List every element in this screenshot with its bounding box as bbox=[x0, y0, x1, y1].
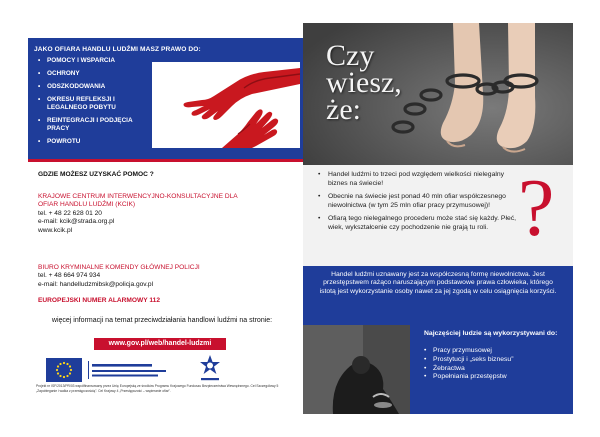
headline-line: że: bbox=[326, 93, 361, 126]
red-divider bbox=[28, 159, 303, 162]
beggar-illustration bbox=[303, 325, 410, 414]
headline-line: Czy bbox=[326, 39, 375, 72]
exploitation-item: • Popełniania przestępstw bbox=[424, 373, 513, 382]
exploitation-item: • Prostytucji i „seks biznesu” bbox=[424, 356, 513, 365]
kcik-email[interactable]: e-mail: kcik@strada.org.pl bbox=[38, 218, 115, 226]
police-contact-block bbox=[38, 264, 278, 289]
rights-item: • OCHRONY bbox=[38, 70, 152, 78]
beggar-photo bbox=[303, 325, 410, 414]
funding-footnote: Projekt nr ISF/2013/PR/03 współfinansowany przez Unię Europejską ze środków Programu Krajowego Funduszu Bezpieczeństwa Wewnętrznego. Cel Szczegółowy 5 „Zapobieganie i walka z przestępczością”. Cel Krajowy 4 „Przestępczość – wspieranie ofiar”. bbox=[36, 384, 279, 393]
eu-stars-icon bbox=[46, 358, 82, 382]
rights-item: • REINTEGRACJI I PODJĘCIA PRACY bbox=[38, 117, 152, 133]
eu-fund-logo bbox=[88, 358, 168, 382]
eu-flag-logo bbox=[46, 358, 82, 382]
police-email[interactable]: e-mail: handelludzmibsk@policja.gov.pl bbox=[38, 280, 154, 288]
kcik-phone: tel. + 48 22 628 01 20 bbox=[38, 209, 102, 217]
emergency-number: EUROPEJSKI NUMER ALARMOWY 112 bbox=[38, 297, 161, 304]
headline-did-you-know bbox=[326, 39, 402, 126]
fact-item: • Handel ludźmi to trzeci pod względem wielkości nielegalny biznes na świecie! bbox=[318, 171, 518, 188]
exploitation-item: • Pracy przymusowej bbox=[424, 347, 513, 356]
facts-list bbox=[318, 171, 518, 238]
reaching-hands-illustration bbox=[152, 62, 300, 148]
headline-line: wiesz, bbox=[326, 66, 402, 99]
kcik-name: KRAJOWE CENTRUM INTERWENCYJNO-KONSULTACYJNE DLA OFIAR HANDLU LUDŹMI (KCIK) bbox=[38, 193, 238, 209]
fact-item: • Ofiarą tego nielegalnego procederu może stać się każdy. Płeć, wiek, wykształcenie czy pochodzenie nie grają tu roli. bbox=[318, 215, 518, 232]
kcik-website[interactable]: www.kcik.pl bbox=[38, 226, 73, 234]
kcik-contact-block bbox=[38, 193, 258, 235]
reaching-hands-image bbox=[152, 62, 300, 148]
definition-text: Handel ludźmi uznawany jest za współczesną formę niewolnictwa. Jest przestępstwem rażąco naruszającym podstawowe prawa człowieka, którego istotą jest wykorzystanie osoby nawet za jej zgodą w celu osiągnięcia korzyści. bbox=[319, 271, 557, 295]
police-star-logo bbox=[198, 354, 222, 384]
help-title: GDZIE MOŻESZ UZYSKAĆ POMOC ? bbox=[38, 171, 154, 178]
rights-item: • ODSZKODOWANIA bbox=[38, 83, 152, 91]
website-link[interactable]: www.gov.pl/web/handel-ludzmi bbox=[94, 338, 226, 350]
question-mark-icon: ? bbox=[518, 162, 555, 253]
police-unit-name: BIURO KRYMINALNE KOMENDY GŁÓWNEJ POLICJI bbox=[38, 264, 200, 271]
exploitation-item: • Żebractwa bbox=[424, 365, 513, 374]
more-info-text: więcej informacji na temat przeciwdziałania handlowi ludźmi na stronie: bbox=[51, 317, 273, 324]
police-phone: tel. + 48 664 974 934 bbox=[38, 272, 101, 280]
rights-list bbox=[38, 57, 152, 151]
exploitation-list bbox=[424, 347, 513, 382]
rights-item: • OKRESU REFLEKSJI I LEGALNEGO POBYTU bbox=[38, 96, 152, 112]
rights-title: JAKO OFIARA HANDLU LUDŹMI MASZ PRAWO DO: bbox=[34, 46, 201, 53]
rights-item: • POMOCY I WSPARCIA bbox=[38, 57, 152, 65]
rights-item: • POWROTU bbox=[38, 138, 152, 146]
eu-fund-text-icon bbox=[88, 358, 168, 382]
police-star-icon bbox=[198, 354, 222, 384]
exploitation-title: Najczęściej ludzie są wykorzystywani do: bbox=[424, 330, 558, 337]
fact-item: • Obecnie na świecie jest ponad 40 mln ofiar współczesnego niewolnictwa (w tym 25 mln ofiar pracy przymusowej)! bbox=[318, 193, 518, 210]
